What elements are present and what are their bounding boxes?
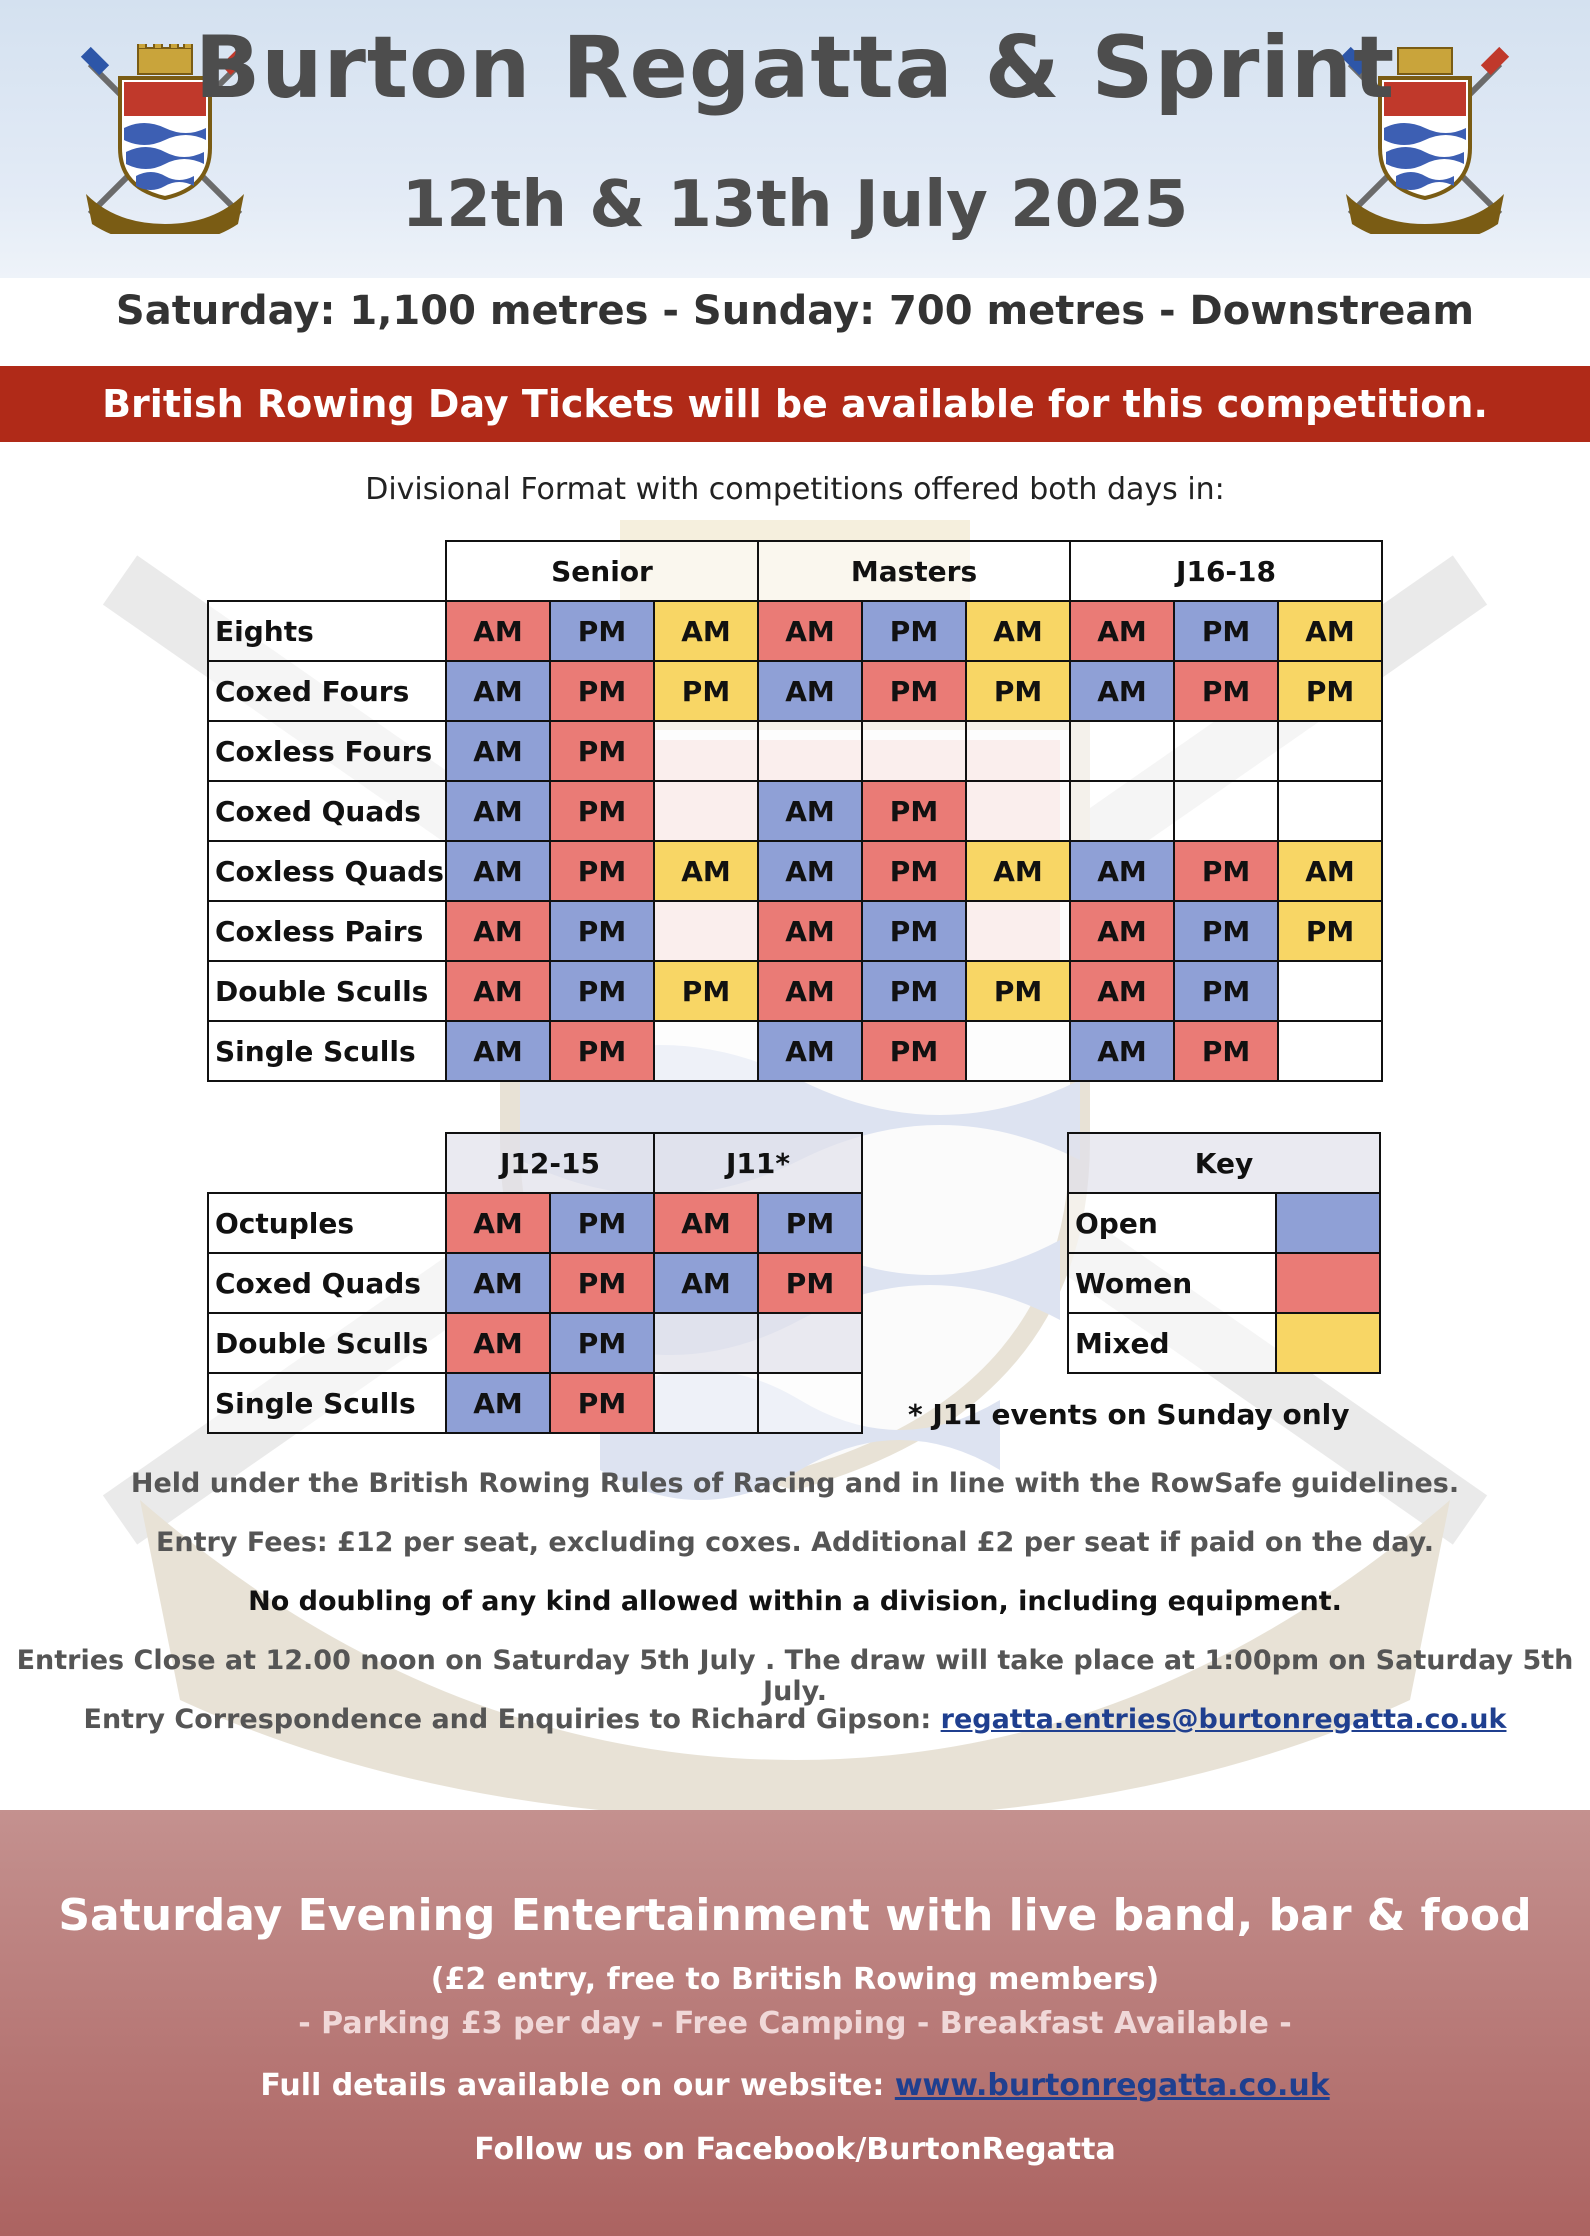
key-title: Key (1068, 1133, 1380, 1193)
session-cell: AM (446, 1373, 550, 1433)
group-header: J16-18 (1070, 541, 1382, 601)
table-row (208, 901, 1382, 961)
website-line (0, 2068, 1590, 2103)
session-cell: AM (1070, 901, 1174, 961)
corner-cell (208, 1133, 446, 1193)
session-cell (1278, 1021, 1382, 1081)
table-row (208, 721, 1382, 781)
session-cell (1278, 781, 1382, 841)
session-cell: PM (1278, 901, 1382, 961)
session-cell: AM (446, 781, 550, 841)
table-row (208, 1193, 862, 1253)
table-row (208, 601, 1382, 661)
entries-close-line: Entries Close at 12.00 noon on Saturday 5th July . The draw will take place at 1:00pm on Saturday 5th July. (16, 1645, 1574, 1707)
event-label: Coxless Quads (208, 841, 446, 901)
session-cell: AM (966, 841, 1070, 901)
key-row (1068, 1193, 1380, 1253)
group-header: J12-15 (446, 1133, 654, 1193)
rules-line: Held under the British Rowing Rules of Racing and in line with the RowSafe guidelines. (130, 1468, 1460, 1499)
session-cell: PM (862, 961, 966, 1021)
enquiries-prefix: Entry Correspondence and Enquiries to Richard Gipson: (83, 1704, 941, 1735)
session-cell: AM (966, 601, 1070, 661)
event-label: Coxed Fours (208, 661, 446, 721)
entertainment-entry-note: (£2 entry, free to British Rowing members) (430, 1962, 1160, 1997)
session-cell: AM (654, 601, 758, 661)
session-cell: PM (550, 661, 654, 721)
session-cell: AM (446, 901, 550, 961)
session-cell: AM (446, 721, 550, 781)
table-row (208, 1253, 862, 1313)
session-cell (1070, 721, 1174, 781)
session-cell: PM (550, 901, 654, 961)
session-cell: PM (966, 961, 1070, 1021)
session-cell: PM (1174, 601, 1278, 661)
session-cell: AM (758, 961, 862, 1021)
event-label: Coxless Fours (208, 721, 446, 781)
key-swatch (1276, 1193, 1380, 1253)
session-cell: PM (550, 721, 654, 781)
day-tickets-banner (0, 366, 1590, 442)
junior-events-table (207, 1132, 863, 1434)
doubling-rule-line: No doubling of any kind allowed within a division, including equipment. (248, 1586, 1342, 1617)
session-cell (654, 1021, 758, 1081)
session-cell: PM (550, 1313, 654, 1373)
event-date: 12th & 13th July 2025 (401, 168, 1189, 242)
table-row (208, 1021, 1382, 1081)
facebook-line: Follow us on Facebook/BurtonRegatta (474, 2132, 1116, 2167)
event-label: Coxless Pairs (208, 901, 446, 961)
event-label: Eights (208, 601, 446, 661)
session-cell (862, 721, 966, 781)
session-cell: AM (446, 1193, 550, 1253)
table-row (208, 781, 1382, 841)
session-cell: PM (550, 961, 654, 1021)
event-label: Coxed Quads (208, 781, 446, 841)
key-row (1068, 1253, 1380, 1313)
session-cell: AM (1278, 601, 1382, 661)
session-cell: PM (862, 661, 966, 721)
session-cell: PM (1174, 841, 1278, 901)
session-cell (966, 1021, 1070, 1081)
session-cell (1278, 721, 1382, 781)
key-row (1068, 1313, 1380, 1373)
session-cell (654, 1313, 758, 1373)
website-link[interactable]: www.burtonregatta.co.uk (894, 2068, 1330, 2103)
session-cell (966, 721, 1070, 781)
table-row (208, 1313, 862, 1373)
session-cell: PM (654, 661, 758, 721)
event-label: Double Sculls (208, 961, 446, 1021)
session-cell: PM (550, 1253, 654, 1313)
main-events-table (207, 540, 1383, 1082)
session-cell: PM (1174, 901, 1278, 961)
session-cell: PM (550, 1193, 654, 1253)
event-label: Single Sculls (208, 1373, 446, 1433)
session-cell: AM (654, 1253, 758, 1313)
event-label: Octuples (208, 1193, 446, 1253)
session-cell: AM (654, 841, 758, 901)
table-row (208, 961, 1382, 1021)
session-cell: AM (446, 661, 550, 721)
session-cell: AM (446, 1313, 550, 1373)
key-header-row (1068, 1133, 1380, 1193)
banner-text: British Rowing Day Tickets will be available for this competition. (102, 382, 1488, 426)
key-swatch (1276, 1313, 1380, 1373)
session-cell: AM (1070, 601, 1174, 661)
session-cell: PM (758, 1193, 862, 1253)
session-cell (758, 1313, 862, 1373)
session-cell (966, 901, 1070, 961)
colour-key-table (1067, 1132, 1381, 1374)
session-cell: PM (1174, 961, 1278, 1021)
session-cell (654, 901, 758, 961)
table-row (208, 1373, 862, 1433)
key-label: Open (1068, 1193, 1276, 1253)
event-label: Double Sculls (208, 1313, 446, 1373)
session-cell: AM (1070, 1021, 1174, 1081)
group-header: Senior (446, 541, 758, 601)
session-cell: AM (446, 1253, 550, 1313)
session-cell: PM (1174, 661, 1278, 721)
entries-email-link[interactable]: regatta.entries@burtonregatta.co.uk (940, 1704, 1507, 1735)
page-title: Burton Regatta & Sprint (194, 18, 1396, 118)
session-cell: PM (1174, 1021, 1278, 1081)
session-cell: PM (550, 841, 654, 901)
session-cell: AM (758, 781, 862, 841)
race-distances: Saturday: 1,100 metres - Sunday: 700 metres - Downstream (115, 288, 1475, 334)
session-cell: PM (862, 841, 966, 901)
evening-entertainment-headline: Saturday Evening Entertainment with live band, bar & food (58, 1890, 1532, 1941)
key-label: Mixed (1068, 1313, 1276, 1373)
table-row (208, 841, 1382, 901)
session-cell: AM (446, 961, 550, 1021)
session-cell: PM (758, 1253, 862, 1313)
session-cell: AM (1070, 661, 1174, 721)
session-cell (654, 1373, 758, 1433)
session-cell (654, 781, 758, 841)
entry-fees-line: Entry Fees: £12 per seat, excluding coxes. Additional £2 per seat if paid on the day. (155, 1527, 1435, 1558)
session-cell: PM (862, 1021, 966, 1081)
session-cell: PM (550, 781, 654, 841)
corner-cell (208, 541, 446, 601)
session-cell: AM (758, 661, 862, 721)
enquiries-line (0, 1704, 1590, 1735)
session-cell: AM (758, 1021, 862, 1081)
session-cell (1174, 781, 1278, 841)
session-cell: PM (654, 961, 758, 1021)
session-cell (654, 721, 758, 781)
session-cell (1174, 721, 1278, 781)
session-cell: PM (966, 661, 1070, 721)
session-cell: PM (550, 1373, 654, 1433)
group-header: J11* (654, 1133, 862, 1193)
header-row (208, 1133, 862, 1193)
session-cell: AM (446, 1021, 550, 1081)
j11-note: * J11 events on Sunday only (908, 1398, 1350, 1431)
website-prefix: Full details available on our website: (260, 2068, 895, 2103)
session-cell (758, 721, 862, 781)
session-cell: AM (758, 901, 862, 961)
session-cell: AM (1070, 961, 1174, 1021)
table-row (208, 661, 1382, 721)
session-cell: AM (758, 841, 862, 901)
session-cell: AM (446, 601, 550, 661)
session-cell (966, 781, 1070, 841)
session-cell (758, 1373, 862, 1433)
session-cell: PM (550, 601, 654, 661)
session-cell (1278, 961, 1382, 1021)
event-label: Single Sculls (208, 1021, 446, 1081)
session-cell: PM (862, 601, 966, 661)
session-cell: AM (1070, 841, 1174, 901)
session-cell (1070, 781, 1174, 841)
session-cell: AM (446, 841, 550, 901)
key-label: Women (1068, 1253, 1276, 1313)
header-row (208, 541, 1382, 601)
session-cell: AM (1278, 841, 1382, 901)
session-cell: AM (758, 601, 862, 661)
session-cell: PM (550, 1021, 654, 1081)
format-intro: Divisional Format with competitions offered both days in: (365, 472, 1225, 507)
session-cell: PM (862, 781, 966, 841)
facilities-line: - Parking £3 per day - Free Camping - Breakfast Available - (298, 2006, 1292, 2041)
session-cell: PM (1278, 661, 1382, 721)
event-label: Coxed Quads (208, 1253, 446, 1313)
group-header: Masters (758, 541, 1070, 601)
key-swatch (1276, 1253, 1380, 1313)
session-cell: PM (862, 901, 966, 961)
session-cell: AM (654, 1193, 758, 1253)
